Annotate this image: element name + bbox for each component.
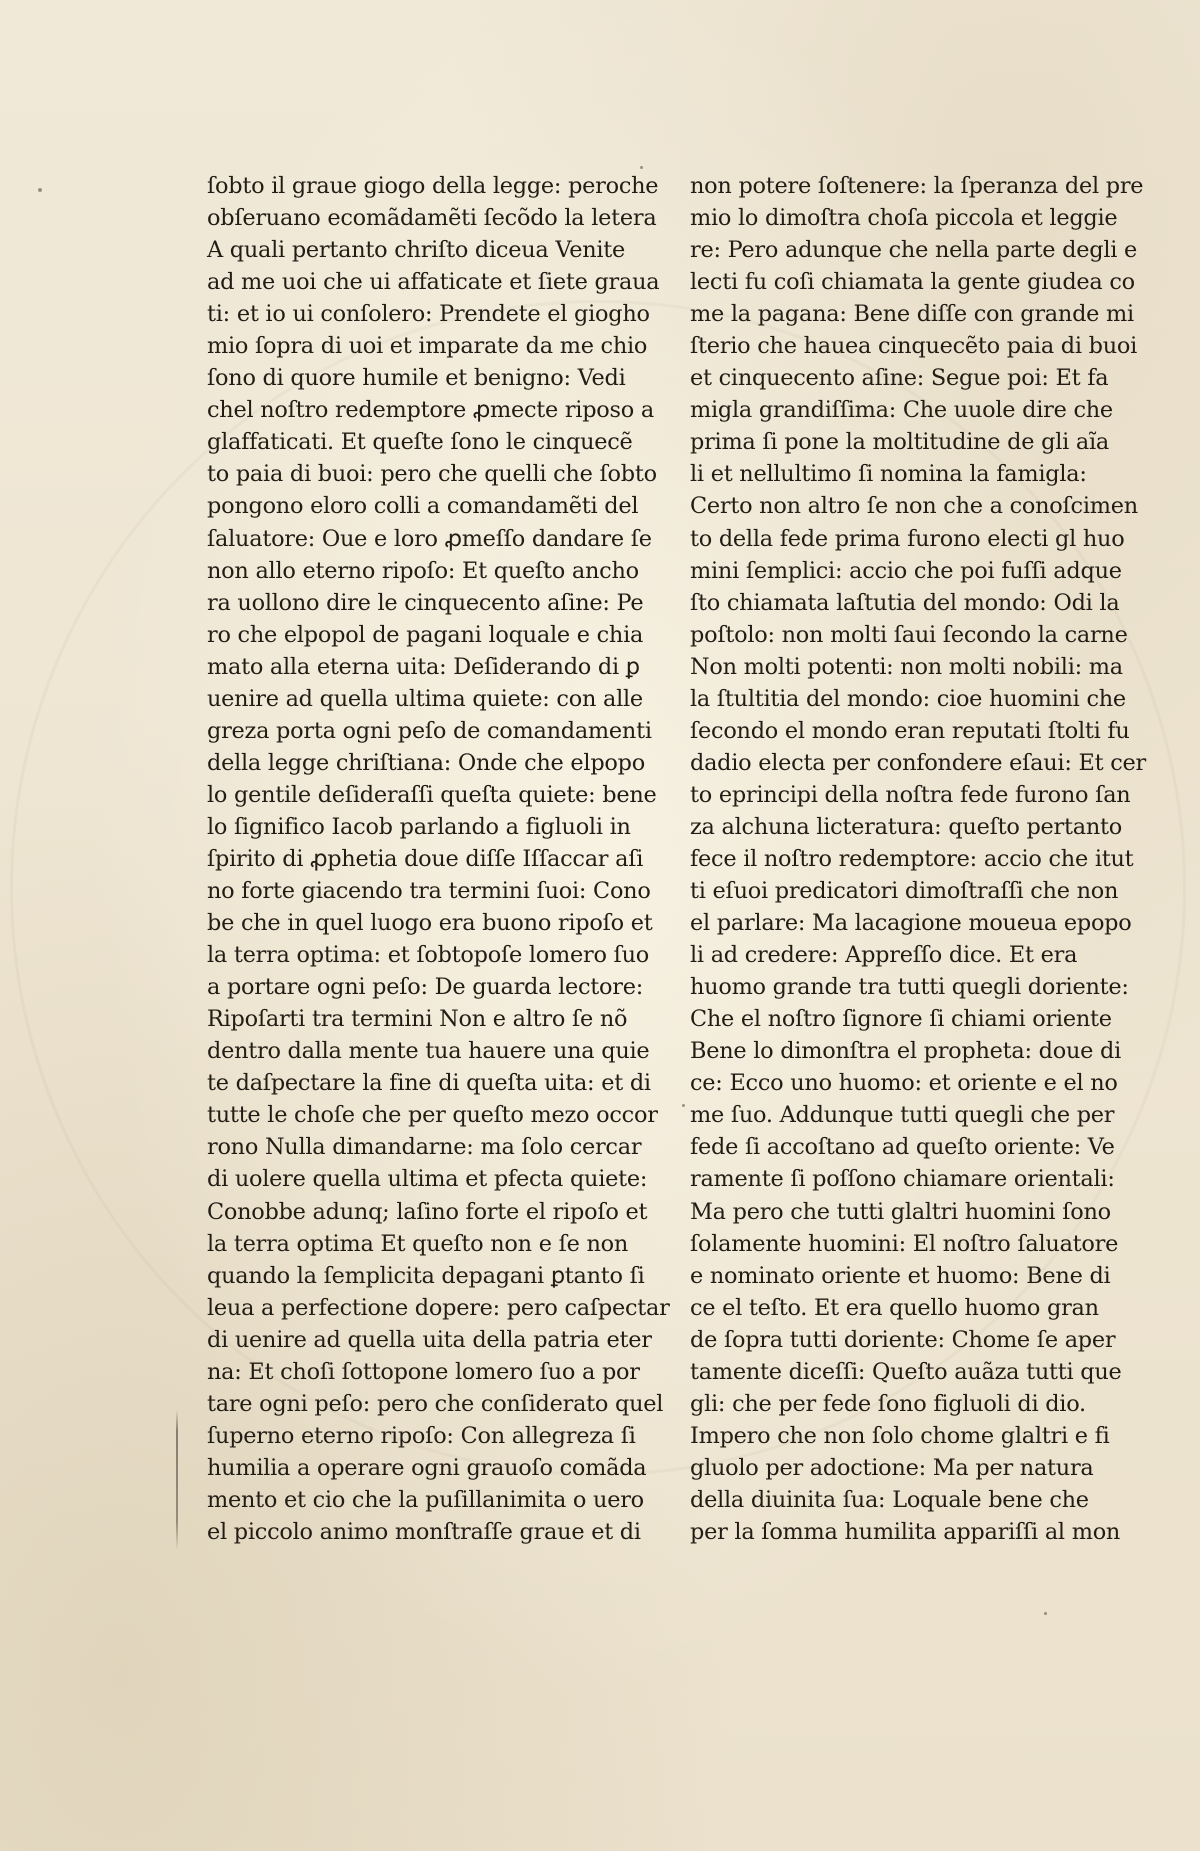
text-line: Conobbe adunq; laſino forte el ripoſo et [207, 1198, 648, 1225]
text-line: li et nellultimo ſi nomina la famigla: [690, 461, 1087, 488]
text-line: ti eſuoi predicatori dimoſtraſſi che non [690, 878, 1119, 905]
text-line: la ſtultitia del mondo: cioe huomini che [690, 685, 1126, 712]
text-line: gli: che per fede ſono figluoli di dio. [690, 1390, 1086, 1417]
text-line: ſterio che hauea cinquecẽto paia di buoi [690, 333, 1138, 360]
text-line: pongono eloro colli a comandamẽti del [207, 493, 639, 520]
text-line: de ſopra tutti doriente: Chome ſe aper [690, 1326, 1116, 1353]
text-line: te daſpectare la fine di queſta uita: et di [207, 1070, 651, 1097]
text-line: uenire ad quella ultima quiete: con alle [207, 685, 643, 712]
text-line: to paia di buoi: pero che quelli che ſobto [207, 461, 657, 488]
text-line: la terra optima Et queſto non e ſe non [207, 1230, 629, 1257]
text-line: chel noſtro redemptore ꝓmecte riposo a [207, 397, 654, 424]
text-line: ramente ſi poſſono chiamare orientali: [690, 1166, 1115, 1193]
text-line: glaffaticati. Et queſte ſono le cinquecẽ [207, 429, 633, 456]
text-line: mento et cio che la puſillanimita o uero [207, 1486, 644, 1513]
text-line: Certo non altro ſe non che a conoſcimen [690, 493, 1138, 520]
text-line: e nominato oriente et huomo: Bene di [690, 1262, 1111, 1289]
text-line: ſono di quore humile et benigno: Vedi [207, 365, 626, 392]
text-line: dentro dalla mente tua hauere una quie [207, 1038, 650, 1065]
text-line: lo ſignifico Iacob parlando a figluoli in [207, 813, 631, 840]
text-line: lo gentile deſideraſſi queſta quiete: bene [207, 781, 657, 808]
text-line: li ad credere: Appreſſo dice. Et era [690, 942, 1078, 969]
right-text-column [690, 170, 1146, 1548]
text-line: za alchuna licteratura: queſto pertanto [690, 813, 1123, 840]
paper-speck [1044, 1612, 1047, 1615]
text-line: a portare ogni peſo: De guarda lectore: [207, 974, 644, 1001]
left-text-column [207, 170, 670, 1548]
text-line: dadio electa per confondere eſaui: Et cer [690, 749, 1146, 776]
text-line: to della fede prima furono electi gl huo [690, 525, 1125, 552]
text-line: obſeruano ecomãdamẽti ſecõdo la letera [207, 205, 657, 232]
text-line: ſuperno eterno ripoſo: Con allegreza ſi [207, 1422, 636, 1449]
text-line: et cinquecento aſine: Segue poi: Et fa [690, 365, 1109, 392]
text-line: huomo grande tra tutti quegli doriente: [690, 974, 1129, 1001]
text-line: Che el noſtro ſignore ſi chiami oriente [690, 1006, 1112, 1033]
text-line: ro che elpopol de pagani loquale e chia [207, 621, 644, 648]
text-line: fece il noſtro redemptore: accio che itut [690, 845, 1134, 872]
text-line: della legge chriſtiana: Onde che elpopo [207, 749, 645, 776]
text-line: el piccolo animo monſtraſſe graue et di [207, 1518, 641, 1545]
text-line: prima ſi pone la moltitudine de gli aĩa [690, 429, 1110, 456]
text-line: ſaluatore: Oue e loro ꝓmeſſo dandare ſe [207, 525, 652, 552]
text-line: mini ſemplici: accio che poi fuſſi adque [690, 557, 1122, 584]
text-line: mio lo dimoſtra choſa piccola et leggie [690, 205, 1118, 232]
text-line: greza porta ogni peſo de comandamenti [207, 717, 652, 744]
text-line: la terra optima: et ſobtopoſe lomero ſuo [207, 942, 649, 969]
text-line: A quali pertanto chriſto diceua Venite [207, 237, 626, 264]
text-line: ce: Ecco uno huomo: et oriente e el no [690, 1070, 1118, 1097]
text-line: mato alla eterna uita: Deſiderando di ꝑ [207, 653, 640, 680]
text-line: non allo eterno ripoſo: Et queſto ancho [207, 557, 639, 584]
text-line: Non molti potenti: non molti nobili: ma [690, 653, 1123, 680]
paper-speck [38, 188, 42, 192]
text-line: migla grandiſſima: Che uuole dire che [690, 397, 1113, 424]
text-line: no forte giacendo tra termini ſuoi: Cono [207, 878, 651, 905]
text-line: Ma pero che tutti glaltri huomini ſono [690, 1198, 1111, 1225]
text-line: della diuinita ſua: Loquale bene che [690, 1486, 1089, 1513]
text-line: ad me uoi che ui affaticate et ſiete graua [207, 269, 660, 296]
text-line: tare ogni peſo: pero che conſiderato quel [207, 1390, 664, 1417]
paper-speck [640, 166, 643, 169]
text-line: Impero che non ſolo chome glaltri e fi [690, 1422, 1110, 1449]
text-line: quando la ſemplicita depagani ꝑtanto ſi [207, 1262, 645, 1289]
text-line: ſecondo el mondo eran reputati ſtolti fu [690, 717, 1130, 744]
text-line: leua a perfectione dopere: pero caſpectar [207, 1294, 670, 1321]
text-line: ſolamente huomini: El noſtro ſaluatore [690, 1230, 1119, 1257]
text-line: tamente diceſſi: Queſto auãza tutti que [690, 1358, 1122, 1385]
text-line: tutte le choſe che per queſto mezo occor [207, 1102, 658, 1129]
text-line: ti: et io ui conſolero: Prendete el giogho [207, 301, 650, 328]
text-line: ra uollono dire le cinquecento aſine: Pe [207, 589, 644, 616]
text-line: be che in quel luogo era buono ripoſo et [207, 910, 653, 937]
text-line: poſtolo: non molti ſaui ſecondo la carne [690, 621, 1128, 648]
text-line: Bene lo dimonſtra el propheta: doue di [690, 1038, 1121, 1065]
text-line: non potere ſoſtenere: la ſperanza del pre [690, 173, 1144, 199]
text-line: Ripoſarti tra termini Non e altro ſe nõ [207, 1006, 628, 1033]
text-line: gluolo per adoctione: Ma per natura [690, 1454, 1094, 1481]
text-line: na: Et choſi ſottopone lomero ſuo a por [207, 1358, 640, 1385]
paper-speck [682, 1104, 685, 1107]
text-line: ſto chiamata laſtutia del mondo: Odi la [690, 589, 1120, 616]
text-line: to eprincipi della noſtra fede furono ſan [690, 781, 1131, 808]
text-line: di uolere quella ultima et pfecta quiete: [207, 1166, 648, 1193]
text-line: lecti fu coſi chiamata la gente giudea co [690, 269, 1135, 296]
text-line: mio ſopra di uoi et imparate da me chio [207, 333, 648, 360]
text-line: re: Pero adunque che nella parte degli e [690, 237, 1138, 264]
text-line: me ſuo. Addunque tutti quegli che per [690, 1102, 1115, 1129]
margin-ink-mark [176, 1410, 178, 1550]
text-line: ſpirito di ꝓphetia doue diſſe Iſſaccar aſi [207, 845, 644, 872]
text-line: humilia a operare ogni grauoſo comãda [207, 1454, 647, 1481]
text-line: fede ſi accoſtano ad queſto oriente: Ve [690, 1134, 1115, 1161]
text-line: me la pagana: Bene diſſe con grande mi [690, 301, 1134, 328]
text-line: ſobto il graue giogo della legge: peroche [207, 173, 659, 199]
text-line: rono Nulla dimandarne: ma ſolo cercar [207, 1134, 642, 1161]
text-line: per la ſomma humilita appariſſi al mon [690, 1518, 1121, 1545]
text-line: el parlare: Ma lacagione moueua epopo [690, 910, 1132, 937]
text-line: ce el teſto. Et era quello huomo gran [690, 1294, 1099, 1321]
text-line: di uenire ad quella uita della patria eter [207, 1326, 652, 1353]
